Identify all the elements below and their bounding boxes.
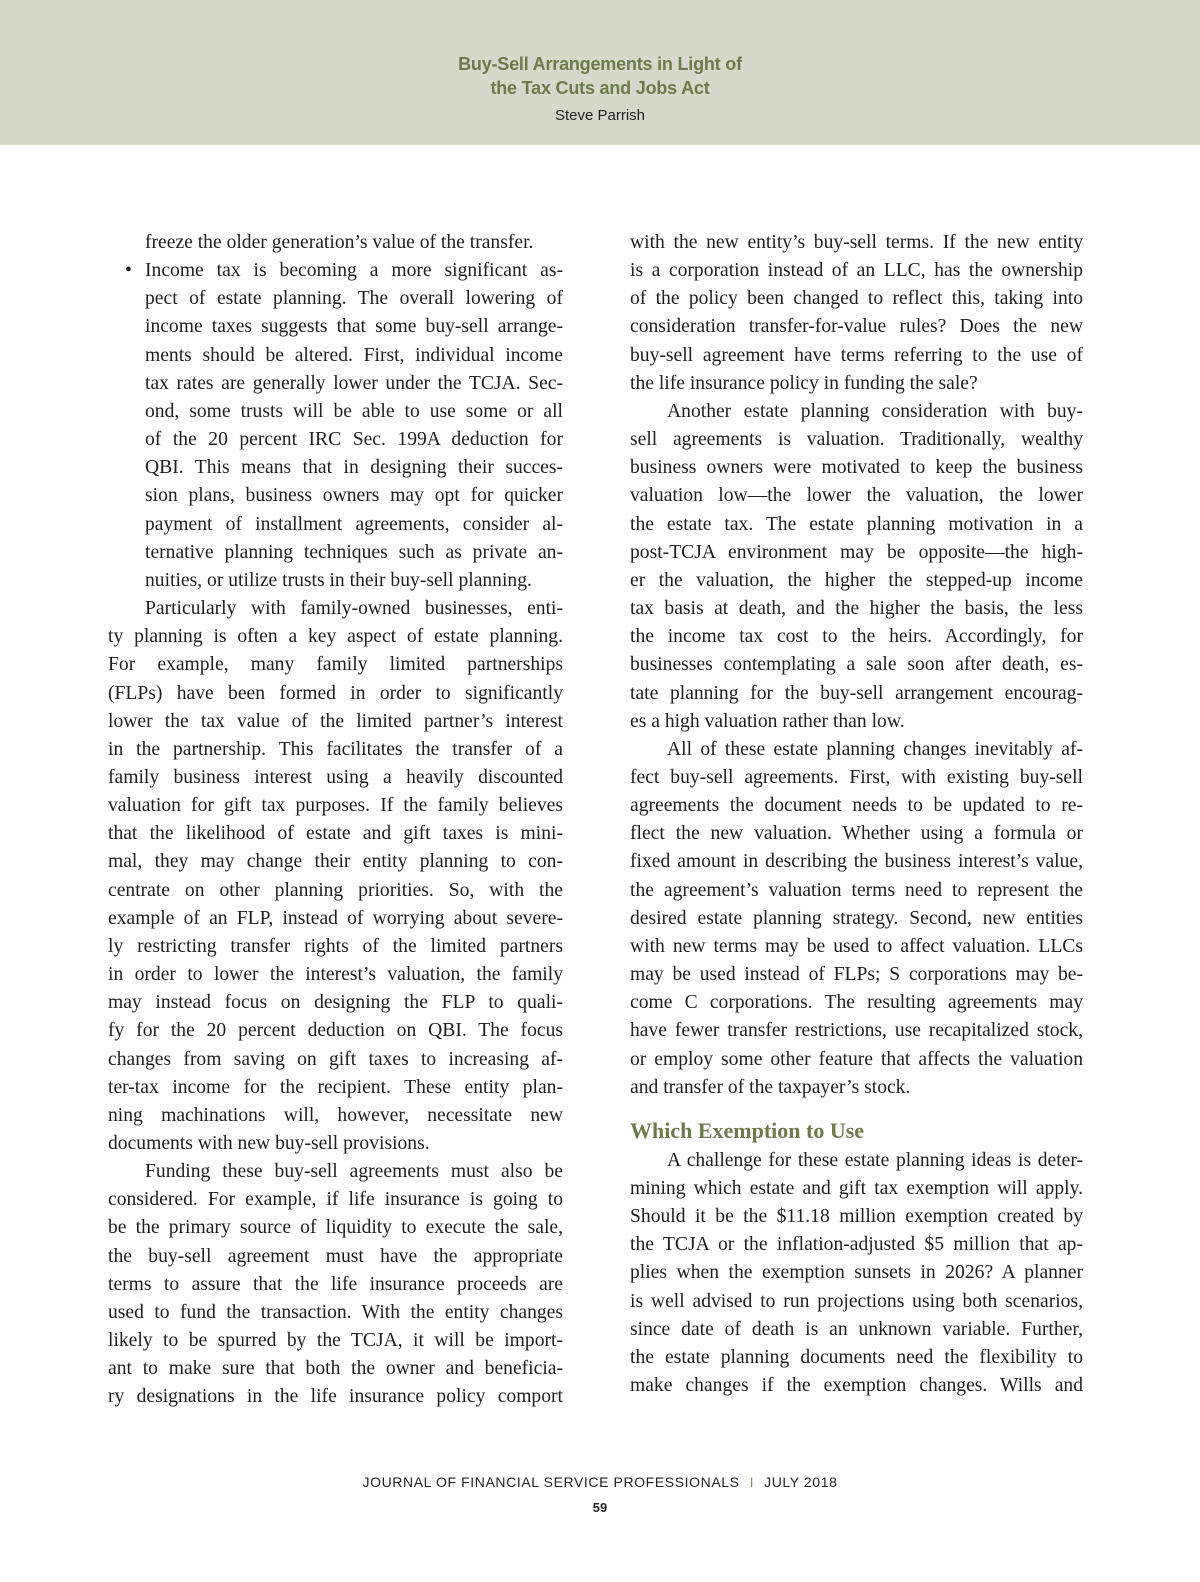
text-line: centrate on other planning priorities. So, with the: [108, 879, 563, 901]
text-line: consideration transfer-for-value rules? Does the new: [630, 316, 1083, 338]
text-line: documents with new buy-sell provisions.: [108, 1133, 430, 1154]
footer-journal: [0, 1474, 1200, 1490]
text-line: terms to assure that the life insurance proceeds are: [108, 1273, 563, 1295]
text-line: may instead focus on designing the FLP to quali-: [108, 992, 563, 1014]
text-line: lower the tax value of the limited partner’s interest: [108, 710, 563, 732]
article-title: [0, 52, 1200, 100]
text-line: Particularly with family-owned businesses, enti-: [145, 598, 563, 620]
text-line: considered. For example, if life insurance is going to: [108, 1189, 563, 1211]
paragraph-entity-planning: [108, 595, 563, 1158]
text-line: changes from saving on gift taxes to increasing af-: [108, 1048, 563, 1070]
text-line: and transfer of the taxpayer’s stock.: [630, 1076, 911, 1098]
text-line: that the likelihood of estate and gift taxes is mini-: [108, 823, 563, 845]
text-line: mining which estate and gift tax exemption will apply.: [630, 1178, 1083, 1199]
bullet-item-income-tax: [108, 257, 563, 595]
text-line: valuation for gift tax purposes. If the family believes: [108, 795, 563, 817]
text-line: tax rates are generally lower under the TCJA. Sec-: [145, 372, 563, 394]
text-line: with the new entity’s buy-sell terms. If the new entity: [630, 232, 1083, 253]
text-line: payment of installment agreements, consider al-: [145, 513, 563, 535]
text-line: ond, some trusts will be able to use some or all: [145, 400, 563, 422]
text-line: For example, many family limited partnerships: [108, 654, 563, 676]
text-line: the income tax cost to the heirs. Accordingly, for: [630, 626, 1083, 648]
text-line: the TCJA or the inflation-adjusted $5 million that ap-: [630, 1234, 1083, 1256]
paragraph-funding: [108, 1158, 563, 1411]
text-line: ternative planning techniques such as private an-: [145, 541, 563, 563]
text-line: the life insurance policy in funding the sale?: [630, 372, 978, 394]
text-line: the agreement’s valuation terms need to represent the: [630, 879, 1083, 901]
text-line: is a corporation instead of an LLC, has the ownership: [630, 260, 1083, 282]
text-line: Income tax is becoming a more significant as-: [145, 260, 563, 282]
text-line: Funding these buy-sell agreements must also be: [145, 1161, 563, 1183]
text-line: ning machinations will, however, necessitate new: [108, 1104, 563, 1126]
article-author: Steve Parrish: [554, 107, 646, 124]
text-line: Should it be the $11.18 million exemption created by: [630, 1206, 1083, 1228]
text-line: used to fund the transaction. With the entity changes: [108, 1301, 563, 1323]
text-line: income taxes suggests that some buy-sell arrange-: [145, 316, 563, 338]
text-line: have fewer transfer restrictions, use recapitalized stock,: [630, 1020, 1083, 1042]
text-line: ty planning is often a key aspect of estate planning.: [108, 626, 563, 648]
text-line: tate planning for the buy-sell arrangement encourag-: [630, 682, 1083, 704]
bullet-text: [145, 257, 563, 595]
article-title-line-2: the Tax Cuts and Jobs Act: [490, 78, 710, 98]
article-title-line-1: Buy-Sell Arrangements in Light of: [458, 54, 742, 74]
text-line: agreements the document needs to be updated to re-: [630, 795, 1083, 817]
text-line: (FLPs) have been formed in order to significantly: [108, 682, 563, 704]
text-line: es a high valuation rather than low.: [630, 710, 905, 732]
paragraph-new-entity-terms: [630, 229, 1083, 398]
page-number: 59: [592, 1500, 608, 1515]
text-line: may be used instead of FLPs; S corporations may be-: [630, 964, 1083, 986]
continuation-line: freeze the older generation’s value of the transfer.: [145, 232, 534, 253]
text-line: sion plans, business owners may opt for quicker: [145, 485, 563, 507]
text-line: ly restricting transfer rights of the limited partners: [108, 935, 563, 957]
text-line: with new terms may be used to affect valuation. LLCs: [630, 935, 1083, 957]
text-line: sell agreements is valuation. Traditionally, wealthy: [630, 429, 1083, 451]
text-line: nuities, or utilize trusts in their buy-sell planning.: [145, 569, 532, 591]
section-heading: Which Exemption to Use: [630, 1117, 865, 1143]
text-line: make changes if the exemption changes. Wills and: [630, 1375, 1083, 1397]
text-line: the estate tax. The estate planning motivation in a: [630, 513, 1083, 535]
text-line: since date of death is an unknown variable. Further,: [630, 1318, 1083, 1340]
text-line: Another estate planning consideration with buy-: [667, 400, 1083, 422]
text-line: desired estate planning strategy. Second, new entities: [630, 907, 1083, 929]
paragraph-exemption: [630, 1147, 1083, 1400]
text-line: A challenge for these estate planning ideas is deter-: [667, 1149, 1083, 1171]
text-line: fixed amount in describing the business interest’s value,: [630, 851, 1083, 873]
right-column: [630, 229, 1083, 1400]
text-line: likely to be spurred by the TCJA, it will be import-: [108, 1330, 563, 1352]
text-line: businesses contemplating a sale soon after death, es-: [630, 654, 1083, 676]
text-line: the buy-sell agreement must have the appropriate: [108, 1245, 563, 1267]
text-line: ter-tax income for the recipient. These entity plan-: [108, 1076, 563, 1098]
left-column: [108, 229, 563, 1412]
text-line: be the primary source of liquidity to execute the sale,: [108, 1217, 563, 1239]
text-line: ant to make sure that both the owner and beneficia-: [108, 1358, 563, 1380]
text-line: post-TCJA environment may be opposite—the high-: [630, 541, 1083, 563]
text-line: fect buy-sell agreements. First, with existing buy-sell: [630, 766, 1083, 788]
text-line: in the partnership. This facilitates the transfer of a: [108, 738, 563, 760]
text-line: business owners were motivated to keep the business: [630, 457, 1083, 479]
bullet-icon: •: [125, 260, 132, 282]
text-line: tax basis at death, and the higher the basis, the less: [630, 598, 1083, 620]
issue-date: JULY 2018: [764, 1474, 838, 1490]
text-line: of the policy been changed to reflect this, taking into: [630, 288, 1083, 310]
text-line: mal, they may change their entity planning to con-: [108, 851, 563, 873]
text-line: plies when the exemption sunsets in 2026? A planner: [630, 1262, 1083, 1284]
text-line: All of these estate planning changes inevitably af-: [667, 738, 1083, 760]
footer-separator: I: [749, 1474, 755, 1490]
paragraph-valuation: [630, 398, 1083, 736]
text-line: flect the new valuation. Whether using a formula or: [630, 823, 1083, 845]
text-line: is well advised to run projections using both scenarios,: [630, 1290, 1083, 1312]
text-line: fy for the 20 percent deduction on QBI. The focus: [108, 1020, 563, 1042]
text-line: ments should be altered. First, individual income: [145, 344, 563, 366]
text-line: come C corporations. The resulting agreements may: [630, 992, 1083, 1014]
text-line: pect of estate planning. The overall lowering of: [145, 288, 563, 310]
text-line: of the 20 percent IRC Sec. 199A deduction for: [145, 429, 563, 451]
text-line: ry designations in the life insurance policy comport: [108, 1386, 563, 1408]
text-line: valuation low—the lower the valuation, the lower: [630, 485, 1083, 507]
text-line: the estate planning documents need the flexibility to: [630, 1346, 1083, 1368]
text-line: in order to lower the interest’s valuation, the family: [108, 964, 563, 986]
text-line: or employ some other feature that affects the valuation: [630, 1048, 1083, 1070]
journal-name: JOURNAL OF FINANCIAL SERVICE PROFESSIONALS: [362, 1474, 740, 1490]
text-line: buy-sell agreement have terms referring to the use of: [630, 344, 1083, 366]
text-line: er the valuation, the higher the stepped-up income: [630, 569, 1083, 591]
text-line: family business interest using a heavily discounted: [108, 766, 563, 788]
text-line: QBI. This means that in designing their succes-: [145, 457, 563, 479]
paragraph-estate-changes: [630, 736, 1083, 1102]
text-line: example of an FLP, instead of worrying about severe-: [108, 907, 563, 929]
